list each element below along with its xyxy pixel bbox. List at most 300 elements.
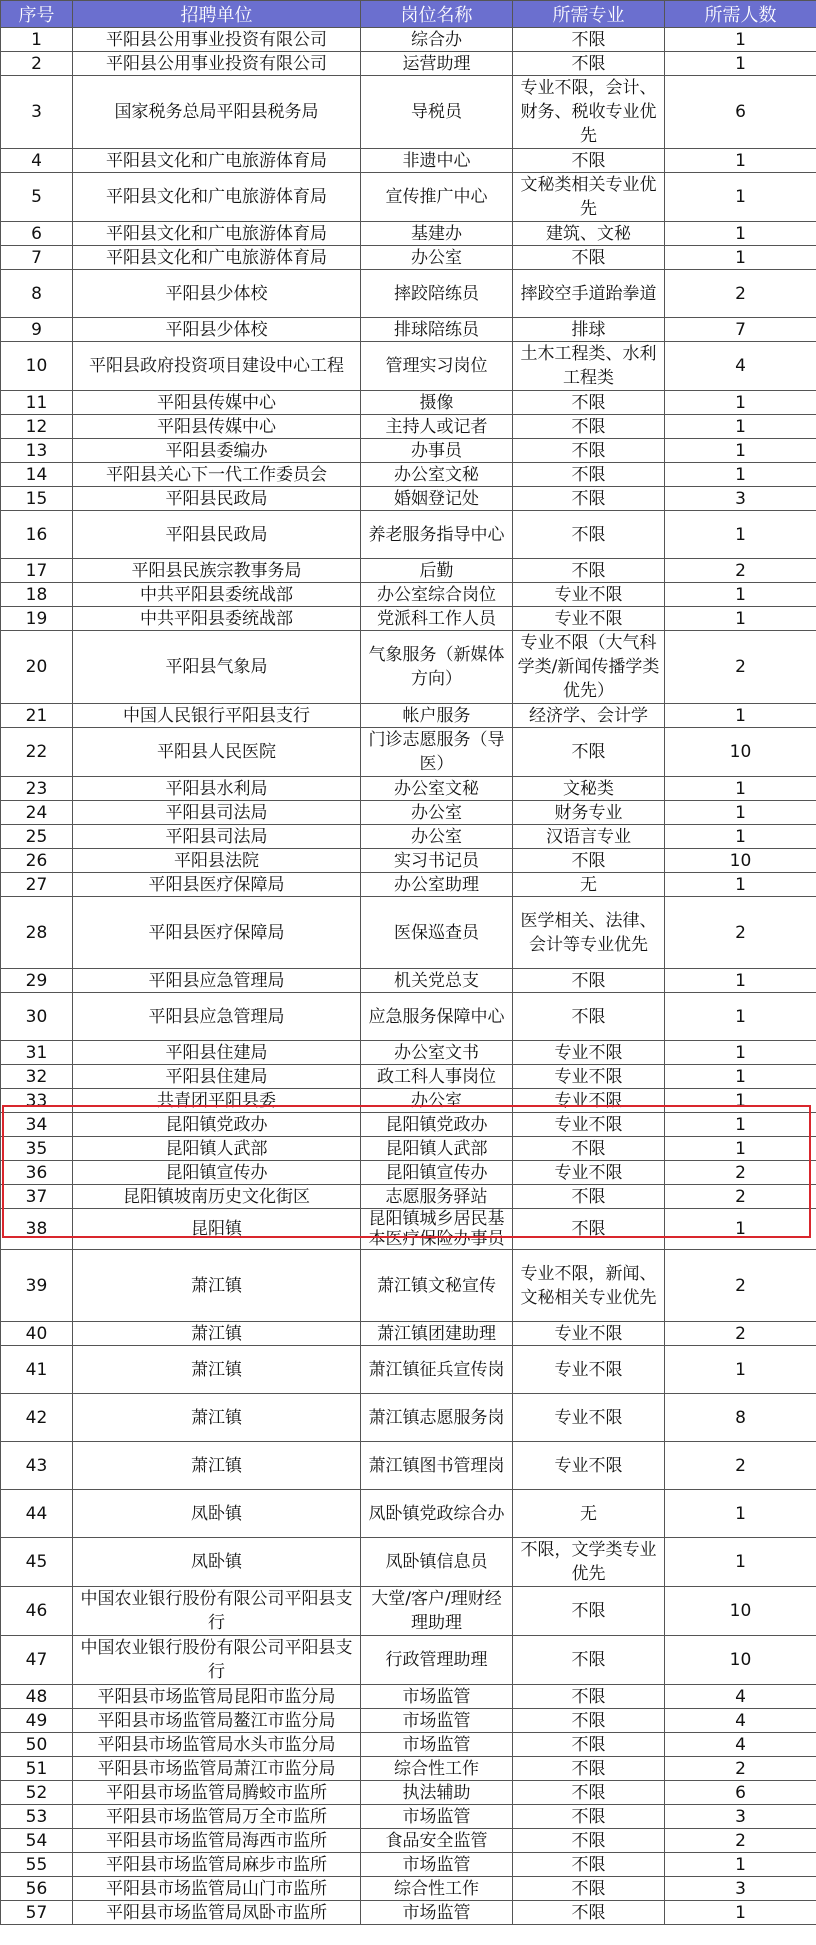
cell-major: 不限	[513, 1877, 665, 1901]
cell-index: 47	[1, 1636, 73, 1685]
cell-employer: 平阳县少体校	[73, 318, 361, 342]
cell-index: 40	[1, 1322, 73, 1346]
header-count: 所需人数	[665, 1, 816, 28]
cell-position: 办公室	[361, 246, 513, 270]
cell-position: 办公室文秘	[361, 777, 513, 801]
cell-position: 志愿服务驿站	[361, 1185, 513, 1209]
cell-count: 1	[665, 607, 816, 631]
cell-index: 39	[1, 1250, 73, 1322]
cell-position: 昆阳镇党政办	[361, 1113, 513, 1137]
cell-employer: 萧江镇	[73, 1322, 361, 1346]
cell-index: 42	[1, 1394, 73, 1442]
table-row	[1, 583, 816, 607]
cell-index: 2	[1, 52, 73, 76]
cell-position: 后勤	[361, 559, 513, 583]
cell-index: 22	[1, 728, 73, 777]
cell-index: 27	[1, 873, 73, 897]
cell-position: 综合性工作	[361, 1757, 513, 1781]
cell-major: 专业不限	[513, 1065, 665, 1089]
cell-employer: 平阳县少体校	[73, 270, 361, 318]
cell-position: 摄像	[361, 391, 513, 415]
table-row	[1, 1733, 816, 1757]
cell-position: 萧江镇团建助理	[361, 1322, 513, 1346]
cell-major: 不限	[513, 1733, 665, 1757]
table-row	[1, 52, 816, 76]
cell-count: 1	[665, 222, 816, 246]
cell-index: 21	[1, 704, 73, 728]
cell-count: 1	[665, 1538, 816, 1587]
cell-position: 凤卧镇党政综合办	[361, 1490, 513, 1538]
cell-employer: 平阳县司法局	[73, 825, 361, 849]
cell-index: 38	[1, 1209, 73, 1250]
cell-major: 不限	[513, 1709, 665, 1733]
cell-employer: 平阳县人民医院	[73, 728, 361, 777]
cell-index: 35	[1, 1137, 73, 1161]
cell-count: 1	[665, 1137, 816, 1161]
cell-count: 4	[665, 342, 816, 391]
cell-employer: 国家税务总局平阳县税务局	[73, 76, 361, 149]
cell-count: 2	[665, 270, 816, 318]
cell-count: 1	[665, 873, 816, 897]
cell-employer: 平阳县应急管理局	[73, 993, 361, 1041]
cell-major: 无	[513, 873, 665, 897]
cell-index: 34	[1, 1113, 73, 1137]
cell-count: 10	[665, 1636, 816, 1685]
cell-index: 37	[1, 1185, 73, 1209]
cell-major: 医学相关、法律、会计等专业优先	[513, 897, 665, 969]
cell-count: 4	[665, 1685, 816, 1709]
cell-employer: 平阳县市场监管局萧江市监分局	[73, 1757, 361, 1781]
cell-position: 办公室文秘	[361, 463, 513, 487]
cell-employer: 共青团平阳县委	[73, 1089, 361, 1113]
cell-count: 2	[665, 559, 816, 583]
cell-index: 49	[1, 1709, 73, 1733]
cell-index: 15	[1, 487, 73, 511]
cell-index: 18	[1, 583, 73, 607]
cell-employer: 平阳县文化和广电旅游体育局	[73, 246, 361, 270]
cell-index: 7	[1, 246, 73, 270]
cell-position: 办公室综合岗位	[361, 583, 513, 607]
cell-major: 不限	[513, 1829, 665, 1853]
cell-index: 46	[1, 1587, 73, 1636]
cell-position: 门诊志愿服务（导医）	[361, 728, 513, 777]
cell-major: 不限	[513, 463, 665, 487]
cell-count: 1	[665, 704, 816, 728]
cell-position: 运营助理	[361, 52, 513, 76]
table-row	[1, 1636, 816, 1685]
cell-employer: 平阳县传媒中心	[73, 415, 361, 439]
cell-index: 1	[1, 28, 73, 52]
cell-employer: 平阳县委编办	[73, 439, 361, 463]
cell-count: 2	[665, 1185, 816, 1209]
table-row	[1, 559, 816, 583]
cell-index: 29	[1, 969, 73, 993]
cell-employer: 平阳县民族宗教事务局	[73, 559, 361, 583]
cell-count: 2	[665, 1161, 816, 1185]
cell-count: 1	[665, 28, 816, 52]
table-row	[1, 439, 816, 463]
cell-major: 专业不限	[513, 1322, 665, 1346]
cell-count: 6	[665, 76, 816, 149]
cell-count: 1	[665, 1089, 816, 1113]
cell-employer: 萧江镇	[73, 1346, 361, 1394]
cell-employer: 平阳县气象局	[73, 631, 361, 704]
cell-employer: 平阳县市场监管局腾蛟市监所	[73, 1781, 361, 1805]
cell-count: 1	[665, 1490, 816, 1538]
cell-major: 不限	[513, 415, 665, 439]
cell-index: 25	[1, 825, 73, 849]
cell-major: 经济学、会计学	[513, 704, 665, 728]
cell-index: 11	[1, 391, 73, 415]
cell-count: 10	[665, 1587, 816, 1636]
cell-major: 不限	[513, 487, 665, 511]
cell-position: 办公室	[361, 1089, 513, 1113]
cell-count: 2	[665, 897, 816, 969]
table-row	[1, 1781, 816, 1805]
cell-index: 9	[1, 318, 73, 342]
cell-position: 宣传推广中心	[361, 173, 513, 222]
table-row	[1, 1853, 816, 1877]
cell-major: 专业不限	[513, 1089, 665, 1113]
table-row	[1, 704, 816, 728]
table-row	[1, 1137, 816, 1161]
cell-major: 不限	[513, 149, 665, 173]
cell-employer: 昆阳镇	[73, 1209, 361, 1250]
cell-index: 55	[1, 1853, 73, 1877]
cell-position: 婚姻登记处	[361, 487, 513, 511]
cell-count: 1	[665, 1041, 816, 1065]
cell-employer: 平阳县住建局	[73, 1065, 361, 1089]
table-row	[1, 777, 816, 801]
cell-index: 41	[1, 1346, 73, 1394]
table-row	[1, 1587, 816, 1636]
cell-employer: 平阳县文化和广电旅游体育局	[73, 222, 361, 246]
cell-count: 3	[665, 487, 816, 511]
cell-position: 昆阳镇人武部	[361, 1137, 513, 1161]
cell-employer: 平阳县文化和广电旅游体育局	[73, 149, 361, 173]
cell-major: 专业不限	[513, 1346, 665, 1394]
cell-count: 2	[665, 1829, 816, 1853]
table-row	[1, 1901, 816, 1925]
cell-position: 综合办	[361, 28, 513, 52]
table-row	[1, 28, 816, 52]
cell-major: 不限	[513, 439, 665, 463]
cell-count: 2	[665, 1250, 816, 1322]
cell-index: 19	[1, 607, 73, 631]
cell-major: 不限	[513, 969, 665, 993]
table-row	[1, 1757, 816, 1781]
cell-major: 不限	[513, 391, 665, 415]
cell-index: 30	[1, 993, 73, 1041]
cell-count: 3	[665, 1805, 816, 1829]
cell-index: 6	[1, 222, 73, 246]
cell-major: 不限	[513, 1685, 665, 1709]
cell-major: 不限	[513, 52, 665, 76]
cell-major: 专业不限	[513, 1394, 665, 1442]
cell-position: 行政管理助理	[361, 1636, 513, 1685]
table-row	[1, 1394, 816, 1442]
cell-count: 1	[665, 1065, 816, 1089]
cell-employer: 平阳县传媒中心	[73, 391, 361, 415]
cell-major: 专业不限，会计、财务、税收专业优先	[513, 76, 665, 149]
cell-index: 23	[1, 777, 73, 801]
cell-index: 54	[1, 1829, 73, 1853]
cell-employer: 平阳县市场监管局山门市监所	[73, 1877, 361, 1901]
cell-position: 萧江镇文秘宣传	[361, 1250, 513, 1322]
table-row	[1, 1250, 816, 1322]
table-row	[1, 631, 816, 704]
cell-position: 大堂/客户/理财经理助理	[361, 1587, 513, 1636]
cell-employer: 平阳县医疗保障局	[73, 897, 361, 969]
cell-major: 文秘类相关专业优先	[513, 173, 665, 222]
cell-major: 不限	[513, 28, 665, 52]
table-row	[1, 511, 816, 559]
cell-major: 专业不限	[513, 1041, 665, 1065]
cell-position: 养老服务指导中心	[361, 511, 513, 559]
cell-major: 不限	[513, 1137, 665, 1161]
cell-position: 实习书记员	[361, 849, 513, 873]
cell-major: 专业不限	[513, 1161, 665, 1185]
cell-major: 财务专业	[513, 801, 665, 825]
header-index: 序号	[1, 1, 73, 28]
cell-count: 1	[665, 993, 816, 1041]
cell-employer: 平阳县市场监管局凤卧市监所	[73, 1901, 361, 1925]
cell-major: 不限	[513, 511, 665, 559]
cell-index: 53	[1, 1805, 73, 1829]
table-row	[1, 801, 816, 825]
cell-major: 不限	[513, 1636, 665, 1685]
cell-employer: 平阳县市场监管局海西市监所	[73, 1829, 361, 1853]
table-row	[1, 270, 816, 318]
cell-position: 市场监管	[361, 1805, 513, 1829]
cell-index: 48	[1, 1685, 73, 1709]
table-row	[1, 1322, 816, 1346]
cell-position: 办公室	[361, 801, 513, 825]
cell-index: 13	[1, 439, 73, 463]
cell-position: 食品安全监管	[361, 1829, 513, 1853]
cell-position: 办公室文书	[361, 1041, 513, 1065]
cell-index: 3	[1, 76, 73, 149]
cell-major: 文秘类	[513, 777, 665, 801]
cell-position: 市场监管	[361, 1685, 513, 1709]
cell-count: 8	[665, 1394, 816, 1442]
table-row	[1, 1538, 816, 1587]
cell-major: 不限	[513, 1185, 665, 1209]
cell-index: 56	[1, 1877, 73, 1901]
cell-employer: 平阳县应急管理局	[73, 969, 361, 993]
cell-employer: 昆阳镇坡南历史文化街区	[73, 1185, 361, 1209]
table-row	[1, 173, 816, 222]
cell-count: 2	[665, 631, 816, 704]
cell-index: 32	[1, 1065, 73, 1089]
cell-major: 专业不限	[513, 583, 665, 607]
cell-index: 8	[1, 270, 73, 318]
table-row	[1, 76, 816, 149]
cell-index: 16	[1, 511, 73, 559]
cell-position: 导税员	[361, 76, 513, 149]
table-row	[1, 318, 816, 342]
cell-position: 主持人或记者	[361, 415, 513, 439]
cell-major: 专业不限（大气科学类/新闻传播学类优先）	[513, 631, 665, 704]
cell-index: 12	[1, 415, 73, 439]
cell-count: 1	[665, 1209, 816, 1250]
cell-index: 57	[1, 1901, 73, 1925]
table-row	[1, 969, 816, 993]
cell-position: 执法辅助	[361, 1781, 513, 1805]
cell-index: 24	[1, 801, 73, 825]
table-row	[1, 728, 816, 777]
cell-position: 机关党总支	[361, 969, 513, 993]
cell-count: 1	[665, 246, 816, 270]
cell-major: 不限	[513, 1209, 665, 1250]
header-employer: 招聘单位	[73, 1, 361, 28]
cell-employer: 平阳县市场监管局万全市监所	[73, 1805, 361, 1829]
cell-count: 6	[665, 1781, 816, 1805]
cell-employer: 平阳县公用事业投资有限公司	[73, 28, 361, 52]
cell-count: 10	[665, 728, 816, 777]
cell-major: 汉语言专业	[513, 825, 665, 849]
cell-count: 2	[665, 1757, 816, 1781]
cell-position: 市场监管	[361, 1733, 513, 1757]
cell-position: 办公室	[361, 825, 513, 849]
table-row	[1, 342, 816, 391]
cell-major: 专业不限，新闻、文秘相关专业优先	[513, 1250, 665, 1322]
cell-count: 1	[665, 173, 816, 222]
cell-index: 5	[1, 173, 73, 222]
cell-employer: 平阳县市场监管局昆阳市监分局	[73, 1685, 361, 1709]
cell-major: 不限	[513, 1781, 665, 1805]
cell-major: 不限	[513, 1757, 665, 1781]
cell-position: 萧江镇征兵宣传岗	[361, 1346, 513, 1394]
cell-position: 应急服务保障中心	[361, 993, 513, 1041]
cell-major: 不限	[513, 1901, 665, 1925]
cell-major: 不限	[513, 993, 665, 1041]
table-row	[1, 149, 816, 173]
table-row	[1, 1161, 816, 1185]
cell-count: 1	[665, 439, 816, 463]
cell-major: 不限，文学类专业优先	[513, 1538, 665, 1587]
cell-index: 4	[1, 149, 73, 173]
cell-position: 帐户服务	[361, 704, 513, 728]
cell-employer: 平阳县政府投资项目建设中心工程	[73, 342, 361, 391]
cell-position: 市场监管	[361, 1853, 513, 1877]
table-row	[1, 463, 816, 487]
cell-count: 1	[665, 777, 816, 801]
cell-count: 1	[665, 969, 816, 993]
table-row	[1, 849, 816, 873]
cell-index: 17	[1, 559, 73, 583]
cell-employer: 平阳县市场监管局水头市监分局	[73, 1733, 361, 1757]
cell-major: 不限	[513, 1587, 665, 1636]
table-row	[1, 1041, 816, 1065]
cell-position: 萧江镇图书管理岗	[361, 1442, 513, 1490]
cell-count: 2	[665, 1442, 816, 1490]
cell-count: 7	[665, 318, 816, 342]
cell-position: 综合性工作	[361, 1877, 513, 1901]
cell-index: 52	[1, 1781, 73, 1805]
cell-position: 萧江镇志愿服务岗	[361, 1394, 513, 1442]
cell-position: 凤卧镇信息员	[361, 1538, 513, 1587]
header-major: 所需专业	[513, 1, 665, 28]
table-row	[1, 391, 816, 415]
cell-major: 专业不限	[513, 1442, 665, 1490]
cell-count: 10	[665, 849, 816, 873]
cell-major: 摔跤空手道跆拳道	[513, 270, 665, 318]
cell-position: 党派科工作人员	[361, 607, 513, 631]
table-row	[1, 873, 816, 897]
table-row	[1, 1490, 816, 1538]
cell-employer: 中共平阳县委统战部	[73, 607, 361, 631]
cell-employer: 平阳县民政局	[73, 487, 361, 511]
cell-employer: 平阳县司法局	[73, 801, 361, 825]
table-row	[1, 487, 816, 511]
cell-position: 昆阳镇宣传办	[361, 1161, 513, 1185]
cell-count: 1	[665, 52, 816, 76]
cell-major: 专业不限	[513, 607, 665, 631]
table-row	[1, 1805, 816, 1829]
table-row	[1, 1877, 816, 1901]
cell-count: 1	[665, 463, 816, 487]
cell-employer: 凤卧镇	[73, 1538, 361, 1587]
table-row	[1, 1442, 816, 1490]
cell-major: 土木工程类、水利工程类	[513, 342, 665, 391]
cell-position: 办事员	[361, 439, 513, 463]
cell-count: 1	[665, 511, 816, 559]
cell-index: 36	[1, 1161, 73, 1185]
table-row	[1, 415, 816, 439]
cell-employer: 平阳县公用事业投资有限公司	[73, 52, 361, 76]
cell-employer: 昆阳镇宣传办	[73, 1161, 361, 1185]
table-row	[1, 993, 816, 1041]
cell-major: 无	[513, 1490, 665, 1538]
cell-index: 31	[1, 1041, 73, 1065]
cell-major: 不限	[513, 1853, 665, 1877]
table-row	[1, 1209, 816, 1250]
table-header-row	[1, 1, 816, 28]
cell-count: 1	[665, 801, 816, 825]
cell-employer: 平阳县市场监管局鳌江市监分局	[73, 1709, 361, 1733]
table-row	[1, 1065, 816, 1089]
cell-count: 1	[665, 1346, 816, 1394]
table-row	[1, 897, 816, 969]
cell-employer: 萧江镇	[73, 1442, 361, 1490]
table-row	[1, 1113, 816, 1137]
cell-employer: 平阳县医疗保障局	[73, 873, 361, 897]
table-row	[1, 1829, 816, 1853]
table-row	[1, 222, 816, 246]
cell-major: 建筑、文秘	[513, 222, 665, 246]
cell-employer: 平阳县法院	[73, 849, 361, 873]
header-position: 岗位名称	[361, 1, 513, 28]
cell-count: 1	[665, 825, 816, 849]
cell-count: 1	[665, 391, 816, 415]
cell-position: 基建办	[361, 222, 513, 246]
cell-employer: 平阳县关心下一代工作委员会	[73, 463, 361, 487]
cell-count: 1	[665, 583, 816, 607]
table-row	[1, 1185, 816, 1209]
cell-employer: 中国人民银行平阳县支行	[73, 704, 361, 728]
cell-position: 市场监管	[361, 1901, 513, 1925]
cell-index: 45	[1, 1538, 73, 1587]
table-row	[1, 1685, 816, 1709]
cell-employer: 凤卧镇	[73, 1490, 361, 1538]
cell-employer: 中国农业银行股份有限公司平阳县支行	[73, 1636, 361, 1685]
cell-major: 排球	[513, 318, 665, 342]
cell-major: 专业不限	[513, 1113, 665, 1137]
cell-position: 管理实习岗位	[361, 342, 513, 391]
cell-employer: 平阳县文化和广电旅游体育局	[73, 173, 361, 222]
cell-major: 不限	[513, 1805, 665, 1829]
